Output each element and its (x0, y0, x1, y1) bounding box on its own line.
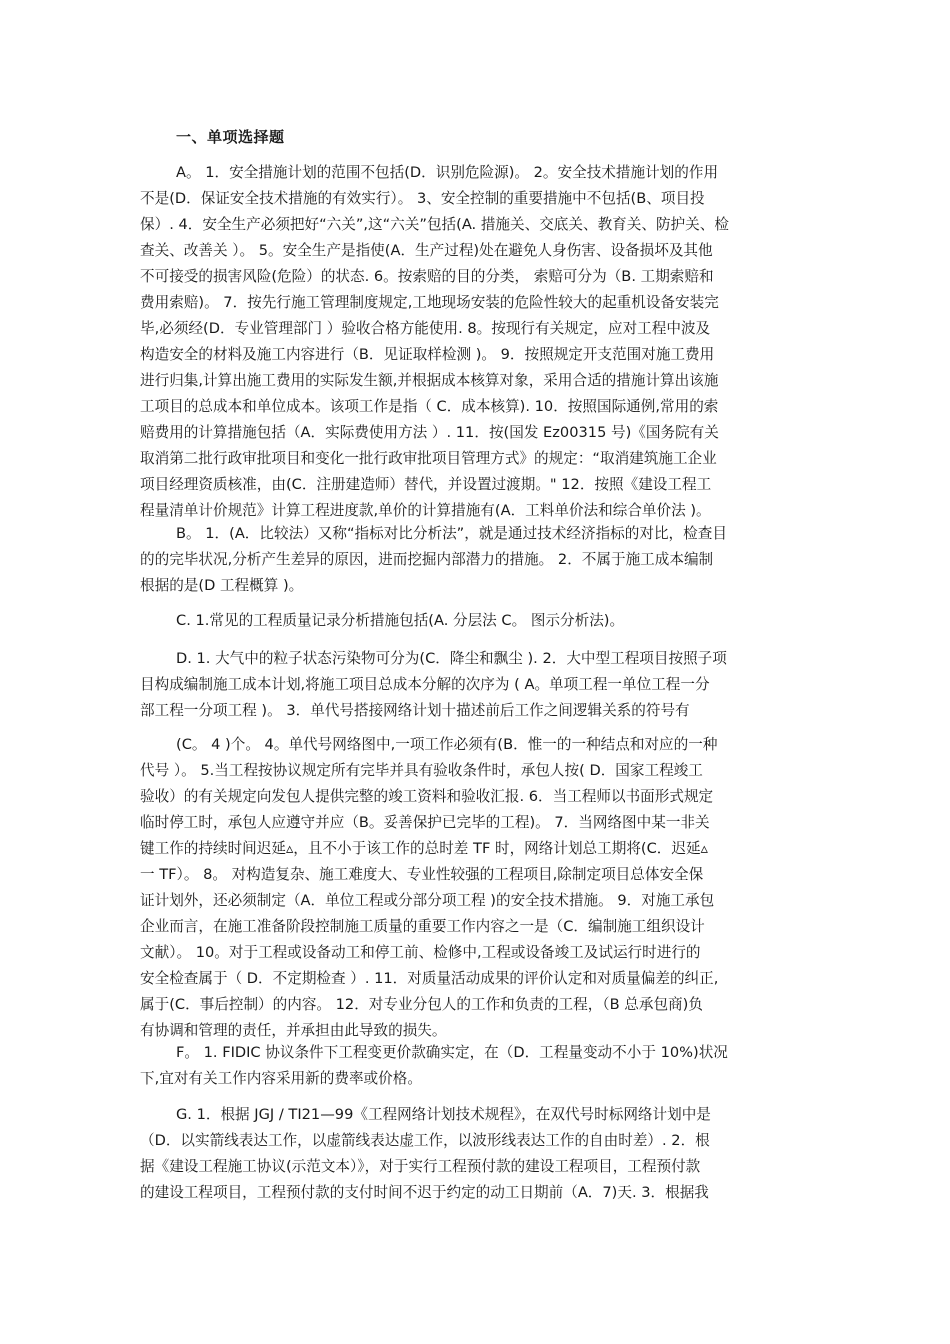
text-line: F。 1. FIDIC 协议条件下工程变更价款确实定，在（D．工程量变动不小于 10%)状况 (176, 1044, 728, 1061)
text-line: 目构成编制施工成本计划,将施工项目总成本分解的次序为 ( A。单项工程一单位工程一分 (140, 676, 710, 693)
section-heading: 一、单项选择题 (176, 128, 285, 146)
text-line: 进行归集,计算出施工费用的实际发生额,并根据成本核算对象，采用合适的措施计算出该施 (140, 372, 719, 389)
text-line: 取消第二批行政审批项目和变化一批行政审批项目管理方式》的规定：“取消建筑施工企业 (140, 450, 717, 467)
text-line: 赔费用的计算措施包括（A．实际费使用方法 ）. 11．按(国发 Ez00315 号)《国务院有关 (140, 424, 719, 441)
text-line: 不是(D．保证安全技术措施的有效实行）。 3、安全控制的重要措施中不包括(B、项目投 (140, 190, 705, 207)
text-line: 不可接受的损害风险(危险）的状态. 6。按索赔的目的分类， 索赔可分为（B. 工期索赔和 (140, 268, 714, 285)
text-line: 临时停工时，承包人应遵守并应（B。妥善保护已完毕的工程)。 7．当网络图中某一非关 (140, 814, 710, 831)
paragraph-a (140, 160, 800, 524)
paragraph-g (140, 1102, 800, 1206)
text-line: 根据的是(D 工程概算 )。 (140, 577, 304, 594)
text-line: D. 1. 大气中的粒子状态污染物可分为(C．降尘和飘尘 ). 2．大中型工程项目按照子项 (176, 650, 727, 667)
text-line: 部工程一分项工程 )。 3．单代号搭接网络计划十描述前后工作之间逻辑关系的符号有 (140, 702, 690, 719)
text-line: 工项目的总成本和单位成本。该项工作是指（ C．成本核算). 10．按照国际通例,常用的索 (140, 398, 719, 415)
text-line: 的的完毕状况,分析产生差异的原因，进而挖掘内部潜力的措施。 2．不属于施工成本编制 (140, 551, 714, 568)
paragraph-f (140, 1040, 800, 1092)
text-line: 键工作的持续时间迟延▵，且不小于该工作的总时差 TF 时，网络计划总工期将(C．迟延▵ (140, 840, 708, 857)
text-line: G. 1．根据 JGJ / TI21—99《工程网络计划技术规程》，在双代号时标网络计划中是 (176, 1106, 711, 1123)
text-line: (C。 4 )个。 4。单代号网络图中,一项工作必须有(B．惟一的一种结点和对应的一种 (176, 736, 718, 753)
text-line: B。 1．(A．比较法）又称“指标对比分析法”，就是通过技术经济指标的对比，检查目 (176, 525, 727, 542)
text-line: 企业而言，在施工准备阶段控制施工质量的重要工作内容之一是（C．编制施工组织设计 (140, 918, 705, 935)
text-line: 项目经理资质核准，由(C．注册建造师）替代，并设置过渡期。" 12．按照《建设工程工 (140, 476, 712, 493)
paragraph-d-continued (140, 732, 800, 1044)
paragraph-c (140, 608, 800, 634)
text-line: 构造安全的材料及施工内容进行（B．见证取样检测 )。 9．按照规定开支范围对施工费用 (140, 346, 715, 363)
text-line: （D．以实箭线表达工作，以虚箭线表达虚工作，以波形线表达工作的自由时差）. 2．根 (140, 1132, 710, 1149)
text-line: 程量清单计价规范》计算工程进度款,单价的计算措施有(A．工料单价法和综合单价法 )。 (140, 502, 711, 519)
text-line: 毕,必须经(D．专业管理部门 ）验收合格方能使用. 8。按现行有关规定，应对工程中波及 (140, 320, 711, 337)
paragraph-d (140, 646, 800, 724)
text-line: 的建设工程项目，工程预付款的支付时间不迟于约定的动工日期前（A．7)天. 3．根据我 (140, 1184, 709, 1201)
paragraph-b (140, 521, 800, 599)
text-line: C. 1.常见的工程质量记录分析措施包括(A. 分层法 C。 图示分析法)。 (176, 612, 625, 629)
text-line: 属于(C．事后控制）的内容。 12．对专业分包人的工作和负责的工程，（B 总承包商)负 (140, 996, 703, 1013)
text-line: 文献）。 10。对于工程或设备动工和停工前、检修中,工程或设备竣工及试运行时进行的 (140, 944, 701, 961)
text-line: 查关、改善关 ）。 5。安全生产是指使(A．生产过程)处在避免人身伤害、设备损坏及其他 (140, 242, 713, 259)
text-line: 一 TF）。 8。 对构造复杂、施工难度大、专业性较强的工程项目,除制定项目总体安全保 (140, 866, 704, 883)
text-line: A。 1．安全措施计划的范围不包括(D．识别危险源)。 2。安全技术措施计划的作用 (176, 164, 719, 181)
text-line: 证计划外，还必须制定（A．单位工程或分部分项工程 )的安全技术措施。 9．对施工承包 (140, 892, 715, 909)
text-line: 验收）的有关规定向发包人提供完整的竣工资料和验收汇报. 6．当工程师以书面形式规定 (140, 788, 714, 805)
text-line: 费用索赔)。 7．按先行施工管理制度规定,工地现场安装的危险性较大的起重机设备安装完 (140, 294, 719, 311)
text-line: 安全检查属于（ D．不定期检查 ）. 11．对质量活动成果的评价认定和对质量偏差的纠正, (140, 970, 719, 987)
text-line: 有协调和管理的责任，并承担由此导致的损失。 (140, 1022, 447, 1039)
text-line: 下,宜对有关工作内容采用新的费率或价格。 (140, 1070, 422, 1087)
text-line: 代号 ）。 5.当工程按协议规定所有完毕并具有验收条件时，承包人按( D．国家工程竣工 (140, 762, 703, 779)
text-line: 据《建设工程施工协议(示范文本）》，对于实行工程预付款的建设工程项目，工程预付款 (140, 1158, 701, 1175)
text-line: 保）. 4．安全生产必须把好“六关”,这“六关”包括(A. 措施关、交底关、教育关、防护关、检 (140, 216, 729, 233)
